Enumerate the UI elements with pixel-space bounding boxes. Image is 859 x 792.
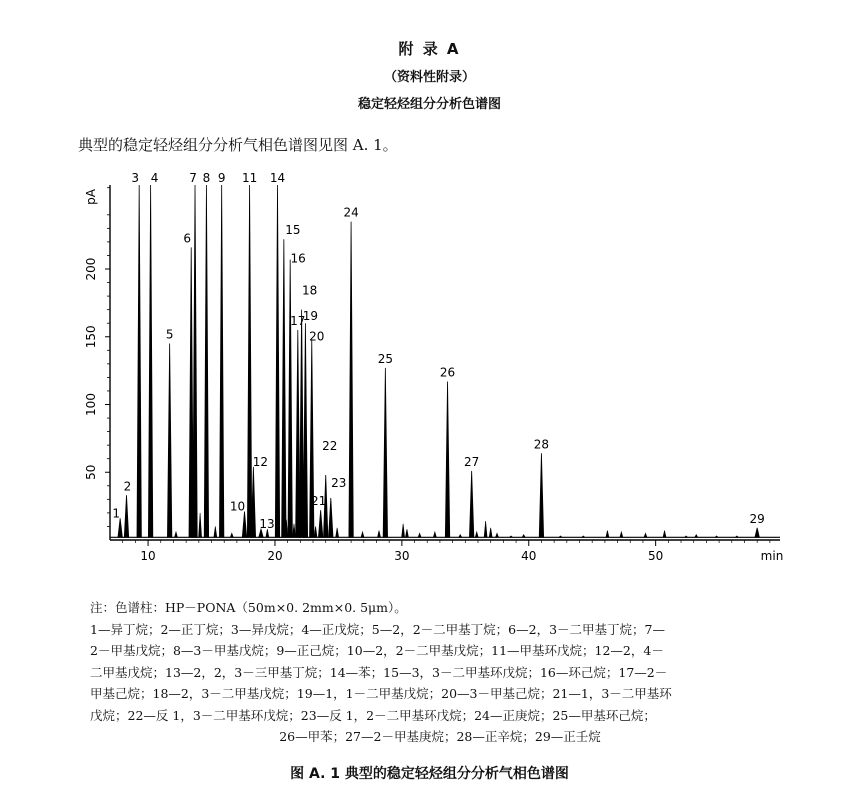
peak-label: 2 xyxy=(123,479,132,494)
legend-line: 26—甲苯；27—2－甲基庚烷；28—正辛烷；29—正壬烷 xyxy=(279,729,601,744)
peak xyxy=(118,518,122,537)
peak xyxy=(445,381,449,537)
minor-peak xyxy=(484,521,487,537)
peak-label: 23 xyxy=(331,475,347,490)
minor-peak xyxy=(475,532,478,537)
minor-peak xyxy=(685,536,688,537)
peak-labels xyxy=(112,171,764,531)
chart-peaks xyxy=(110,185,780,537)
x-tick-label: 30 xyxy=(394,549,410,563)
minor-peak xyxy=(292,524,295,538)
minor-peak xyxy=(199,513,202,537)
peak xyxy=(383,368,387,537)
legend-line: 甲基己烷；18—2，3－二甲基戊烷；19—1，1－二甲基戊烷；20—3－甲基己烷；21—1，3－二甲基环 xyxy=(90,686,672,701)
peak-label: 21 xyxy=(311,494,327,509)
peak-label: 6 xyxy=(183,231,192,246)
appendix-title: 附 录 A xyxy=(398,40,461,58)
peak xyxy=(247,185,251,537)
peak xyxy=(349,222,353,538)
minor-peak xyxy=(459,535,462,538)
peak-label: 17 xyxy=(290,313,306,328)
peak xyxy=(469,471,473,537)
minor-peak xyxy=(230,533,233,537)
peak-label: 11 xyxy=(241,171,258,185)
peak-label: 20 xyxy=(309,329,325,344)
minor-peak xyxy=(620,532,623,537)
minor-peak xyxy=(735,536,738,537)
y-tick-label: 50 xyxy=(84,464,98,480)
x-tick-label: 10 xyxy=(140,549,156,563)
peak-label: 8 xyxy=(202,171,211,185)
peak xyxy=(318,510,322,537)
peak xyxy=(303,323,307,537)
peak-label: 13 xyxy=(259,517,275,532)
peak xyxy=(148,185,152,537)
peak-label: 22 xyxy=(322,438,338,453)
peak-label: 1 xyxy=(112,506,120,521)
peak-label: 14 xyxy=(269,171,286,185)
minor-peak xyxy=(644,533,647,537)
minor-peak xyxy=(663,531,666,538)
minor-peak xyxy=(402,524,405,538)
chromatogram-chart xyxy=(60,170,790,565)
minor-peak xyxy=(418,533,421,537)
peak xyxy=(242,512,246,538)
peak-label: 24 xyxy=(343,205,359,220)
peak xyxy=(288,260,292,538)
legend-line: 二甲基戊烷；13—2，2，3－三甲基丁烷；14—苯；15—3，3－二甲基环戊烷；16—环己烷；17—2－ xyxy=(90,664,668,680)
minor-peak xyxy=(314,526,317,537)
peak xyxy=(755,528,759,537)
peak xyxy=(124,495,128,537)
peak xyxy=(282,239,286,537)
x-axis-label: min xyxy=(760,549,784,563)
minor-peak xyxy=(405,529,408,537)
notes-block xyxy=(90,597,790,748)
peak-label: 29 xyxy=(749,511,765,526)
legend-line: 2－甲基戊烷；8—3－甲基戊烷；9—正己烷；10—2，2－二甲基戊烷；11—甲基环戊烷；12—2，4－ xyxy=(90,643,664,658)
minor-peak xyxy=(715,536,718,537)
peak xyxy=(539,453,543,537)
minor-peak xyxy=(582,536,585,537)
legend-line: 戊烷；22—反 1，3－二甲基环戊烷；23—反 1，2－二甲基环戊烷；24—正庚烷；25—甲基环己烷； xyxy=(90,707,656,723)
column-note: 注：色谱柱：HP－PONA（50m×0. 2mm×0. 5μm）。 xyxy=(90,600,407,615)
peak-label: 3 xyxy=(131,171,140,185)
peak-label: 12 xyxy=(252,454,269,469)
appendix-subtitle: （资料性附录） xyxy=(383,70,475,85)
minor-peak xyxy=(489,528,492,537)
legend-line: 1—异丁烷；2—正丁烷；3—异戊烷；4—正戊烷；5—2，2－二甲基丁烷；6—2，3－二甲基丁烷；7— xyxy=(90,621,665,637)
peak xyxy=(137,185,141,537)
peak-label: 16 xyxy=(290,251,306,266)
peak xyxy=(193,185,197,537)
peak-label: 27 xyxy=(464,454,480,469)
y-axis-label: pA xyxy=(84,189,98,205)
minor-peak xyxy=(214,526,217,537)
peak xyxy=(275,185,279,537)
minor-peak xyxy=(361,532,364,537)
x-tick-label: 40 xyxy=(521,549,537,563)
peak-label: 5 xyxy=(165,327,174,342)
peak xyxy=(204,185,208,537)
minor-peak xyxy=(695,535,698,538)
y-tick-label: 100 xyxy=(84,393,98,416)
minor-peak xyxy=(522,535,525,538)
peak-label: 9 xyxy=(217,171,226,185)
peak-label: 10 xyxy=(229,499,246,514)
appendix-heading: 稳定轻烃组分分析色谱图 xyxy=(357,97,501,112)
peak-label: 4 xyxy=(150,171,159,185)
x-tick-label: 50 xyxy=(648,549,664,563)
peak xyxy=(299,310,303,538)
peak xyxy=(167,344,171,538)
intro-text: 典型的稳定轻烃组分分析气相色谱图见图 A. 1。 xyxy=(78,136,398,154)
peak-label: 25 xyxy=(377,351,394,366)
peak-label: 19 xyxy=(302,309,319,324)
y-tick-label: 150 xyxy=(84,325,98,349)
x-tick-label: 20 xyxy=(267,549,283,563)
peak-label: 28 xyxy=(533,437,550,452)
minor-peak xyxy=(174,532,177,537)
peak xyxy=(219,185,223,537)
figure-caption: 图 A. 1 典型的稳定轻烃组分分析气相色谱图 xyxy=(290,766,569,782)
peak-label: 18 xyxy=(301,283,318,298)
minor-peak xyxy=(433,532,436,537)
peak-label: 15 xyxy=(285,223,301,238)
y-tick-label: 200 xyxy=(84,257,98,281)
minor-peak xyxy=(378,531,381,538)
minor-peak xyxy=(559,536,562,537)
minor-peak xyxy=(509,536,512,537)
peak-label: 26 xyxy=(439,365,456,380)
minor-peak xyxy=(336,528,339,537)
minor-peak xyxy=(606,531,609,538)
minor-peak xyxy=(496,533,499,537)
peak-label: 7 xyxy=(189,171,197,185)
peak xyxy=(329,498,333,537)
